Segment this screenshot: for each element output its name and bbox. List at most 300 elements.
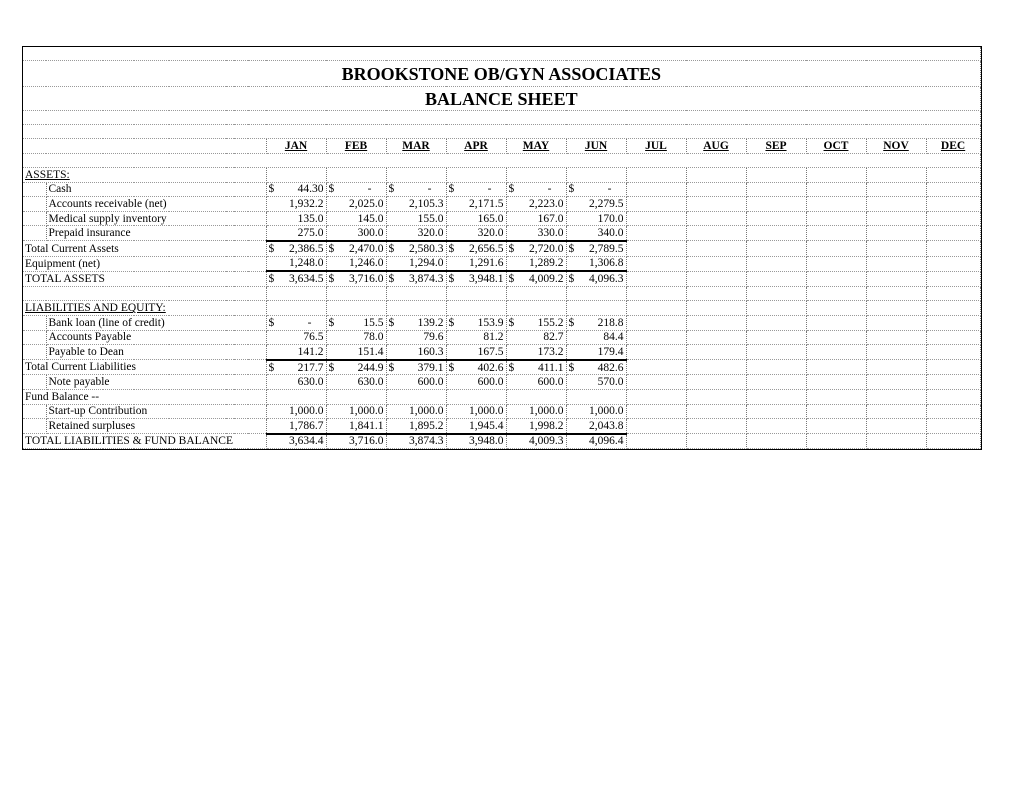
value-cell[interactable]	[686, 271, 746, 286]
value-cell[interactable]	[626, 301, 686, 316]
value-cell[interactable]	[686, 256, 746, 271]
row-label[interactable]: Retained surpluses	[46, 419, 266, 434]
currency-symbol: $	[568, 183, 575, 196]
value-cell[interactable]	[926, 226, 980, 241]
value-cell[interactable]	[386, 301, 446, 316]
value-cell[interactable]	[806, 182, 866, 197]
value-cell[interactable]	[806, 389, 866, 404]
value-cell[interactable]	[866, 345, 926, 360]
amount: 4,096.3	[589, 272, 624, 285]
value-cell[interactable]	[866, 404, 926, 419]
value-cell[interactable]	[806, 168, 866, 183]
value-cell[interactable]	[686, 182, 746, 197]
value-cell[interactable]	[746, 226, 806, 241]
value-cell[interactable]	[506, 360, 566, 375]
month-header-dec[interactable]: DEC	[926, 139, 980, 154]
value-cell[interactable]	[866, 241, 926, 256]
value-cell[interactable]	[926, 389, 980, 404]
value-cell[interactable]	[866, 197, 926, 212]
value-cell[interactable]	[746, 182, 806, 197]
value-cell[interactable]	[626, 241, 686, 256]
value-cell[interactable]	[926, 182, 980, 197]
value-cell[interactable]	[566, 226, 626, 241]
value-cell[interactable]	[626, 330, 686, 345]
row-label[interactable]: Bank loan (line of credit)	[46, 315, 266, 330]
value-cell[interactable]	[266, 271, 326, 286]
amount: 1,000.0	[349, 405, 384, 418]
value-cell[interactable]	[806, 271, 866, 286]
row-label[interactable]: Medical supply inventory	[46, 211, 266, 226]
value-cell[interactable]	[626, 419, 686, 434]
value-cell[interactable]	[926, 330, 980, 345]
value-cell[interactable]	[326, 434, 386, 449]
value-cell[interactable]	[506, 286, 566, 301]
value-cell[interactable]	[266, 211, 326, 226]
amount: 2,105.3	[409, 197, 444, 210]
currency-symbol: $	[568, 272, 575, 285]
value-cell[interactable]	[326, 389, 386, 404]
value-cell[interactable]	[446, 360, 506, 375]
value-cell[interactable]	[746, 211, 806, 226]
value-cell[interactable]	[686, 226, 746, 241]
value-cell[interactable]	[566, 211, 626, 226]
value-cell[interactable]	[326, 360, 386, 375]
value-cell[interactable]	[326, 315, 386, 330]
value-cell[interactable]	[746, 241, 806, 256]
value-cell[interactable]	[866, 375, 926, 390]
row-label[interactable]: Note payable	[46, 375, 266, 390]
value-cell[interactable]	[626, 315, 686, 330]
value-cell[interactable]	[506, 301, 566, 316]
value-cell[interactable]	[806, 434, 866, 449]
value-cell[interactable]	[806, 419, 866, 434]
value-cell[interactable]	[686, 168, 746, 183]
value-cell[interactable]	[326, 271, 386, 286]
value-cell[interactable]	[386, 360, 446, 375]
currency-symbol: $	[268, 272, 275, 285]
value-cell[interactable]	[266, 168, 326, 183]
amount: 340.0	[597, 227, 624, 240]
value-cell[interactable]	[566, 345, 626, 360]
value-cell[interactable]	[746, 345, 806, 360]
value-cell[interactable]	[626, 256, 686, 271]
value-cell[interactable]	[566, 286, 626, 301]
value-cell[interactable]	[566, 197, 626, 212]
value-cell[interactable]	[386, 389, 446, 404]
currency-symbol: $	[448, 242, 455, 255]
value-cell[interactable]	[326, 286, 386, 301]
value-cell[interactable]	[386, 241, 446, 256]
value-cell[interactable]	[626, 434, 686, 449]
value-cell[interactable]	[506, 197, 566, 212]
value-cell[interactable]	[806, 330, 866, 345]
amount: 1,000.0	[409, 405, 444, 418]
value-cell[interactable]	[806, 256, 866, 271]
value-cell[interactable]	[566, 419, 626, 434]
value-cell[interactable]	[686, 404, 746, 419]
value-cell[interactable]	[806, 360, 866, 375]
value-cell[interactable]	[506, 241, 566, 256]
value-cell[interactable]	[506, 315, 566, 330]
row-label[interactable]: TOTAL ASSETS	[23, 271, 266, 286]
table-row	[23, 286, 980, 301]
value-cell[interactable]	[326, 256, 386, 271]
value-cell[interactable]	[386, 256, 446, 271]
value-cell[interactable]	[266, 197, 326, 212]
value-cell[interactable]	[806, 301, 866, 316]
value-cell[interactable]	[926, 345, 980, 360]
value-cell[interactable]	[686, 241, 746, 256]
value-cell[interactable]	[266, 434, 326, 449]
value-cell[interactable]	[566, 241, 626, 256]
value-cell[interactable]	[866, 315, 926, 330]
value-cell[interactable]	[566, 182, 626, 197]
row-label[interactable]	[23, 286, 266, 301]
month-header-jan[interactable]: JAN	[266, 139, 326, 154]
value-cell[interactable]	[926, 168, 980, 183]
value-cell[interactable]	[326, 168, 386, 183]
row-label[interactable]: Accounts Payable	[46, 330, 266, 345]
row-label[interactable]: Cash	[46, 182, 266, 197]
value-cell[interactable]	[266, 375, 326, 390]
value-cell[interactable]	[266, 389, 326, 404]
row-label[interactable]: Equipment (net)	[23, 256, 266, 271]
value-cell[interactable]	[926, 241, 980, 256]
amount: 1,000.0	[589, 405, 624, 418]
amount: 3,716.0	[349, 272, 384, 285]
value-cell[interactable]	[266, 315, 326, 330]
value-cell[interactable]	[566, 389, 626, 404]
value-cell[interactable]	[626, 271, 686, 286]
value-cell[interactable]	[506, 330, 566, 345]
amount: -	[307, 316, 312, 329]
value-cell[interactable]	[386, 182, 446, 197]
amount: 482.6	[597, 361, 624, 374]
value-cell[interactable]	[506, 345, 566, 360]
month-header-jul[interactable]: JUL	[626, 139, 686, 154]
sheet-subtitle: BALANCE SHEET	[23, 87, 980, 111]
value-cell[interactable]	[866, 168, 926, 183]
value-cell[interactable]	[326, 226, 386, 241]
value-cell[interactable]	[506, 389, 566, 404]
amount: 1,786.7	[289, 419, 324, 432]
value-cell[interactable]	[926, 419, 980, 434]
value-cell[interactable]	[266, 345, 326, 360]
value-cell[interactable]	[446, 256, 506, 271]
row-label[interactable]: ASSETS:	[23, 168, 266, 183]
table-row	[23, 345, 980, 360]
value-cell[interactable]	[746, 197, 806, 212]
value-cell[interactable]	[326, 345, 386, 360]
value-cell[interactable]	[866, 389, 926, 404]
value-cell[interactable]	[326, 182, 386, 197]
value-cell[interactable]	[626, 345, 686, 360]
balance-sheet	[22, 46, 982, 450]
value-cell[interactable]	[566, 434, 626, 449]
row-label[interactable]: Total Current Assets	[23, 241, 266, 256]
value-cell[interactable]	[626, 286, 686, 301]
value-cell[interactable]	[866, 419, 926, 434]
value-cell[interactable]	[866, 271, 926, 286]
value-cell[interactable]	[866, 286, 926, 301]
value-cell[interactable]	[686, 389, 746, 404]
value-cell[interactable]	[506, 256, 566, 271]
value-cell[interactable]	[326, 241, 386, 256]
value-cell[interactable]	[926, 360, 980, 375]
row-label[interactable]: LIABILITIES AND EQUITY:	[23, 301, 266, 316]
value-cell[interactable]	[386, 211, 446, 226]
value-cell[interactable]	[686, 211, 746, 226]
currency-symbol: $	[268, 183, 275, 196]
value-cell[interactable]	[446, 197, 506, 212]
amount: 411.1	[538, 361, 564, 374]
value-cell[interactable]	[866, 182, 926, 197]
value-cell[interactable]	[266, 360, 326, 375]
value-cell[interactable]	[806, 197, 866, 212]
value-cell[interactable]	[266, 301, 326, 316]
value-cell[interactable]	[746, 434, 806, 449]
value-cell[interactable]	[626, 226, 686, 241]
value-cell[interactable]	[326, 404, 386, 419]
value-cell[interactable]	[866, 226, 926, 241]
value-cell[interactable]	[926, 286, 980, 301]
value-cell[interactable]	[626, 182, 686, 197]
month-header-nov[interactable]: NOV	[866, 139, 926, 154]
value-cell[interactable]	[566, 360, 626, 375]
value-cell[interactable]	[446, 434, 506, 449]
value-cell[interactable]	[746, 389, 806, 404]
value-cell[interactable]	[506, 226, 566, 241]
value-cell[interactable]	[746, 315, 806, 330]
currency-symbol: $	[388, 361, 395, 374]
value-cell[interactable]	[686, 419, 746, 434]
value-cell[interactable]	[326, 330, 386, 345]
value-cell[interactable]	[686, 197, 746, 212]
value-cell[interactable]	[446, 301, 506, 316]
currency-symbol: $	[448, 361, 455, 374]
value-cell[interactable]	[926, 211, 980, 226]
value-cell[interactable]	[566, 271, 626, 286]
value-cell[interactable]	[446, 211, 506, 226]
value-cell[interactable]	[386, 271, 446, 286]
value-cell[interactable]	[806, 226, 866, 241]
value-cell[interactable]	[926, 315, 980, 330]
value-cell[interactable]	[686, 434, 746, 449]
amount: 244.9	[357, 361, 384, 374]
row-label[interactable]: TOTAL LIABILITIES & FUND BALANCE	[23, 434, 266, 449]
value-cell[interactable]	[626, 389, 686, 404]
value-cell[interactable]	[686, 301, 746, 316]
value-cell[interactable]	[386, 404, 446, 419]
value-cell[interactable]	[446, 182, 506, 197]
value-cell[interactable]	[326, 419, 386, 434]
blank-row	[23, 111, 980, 125]
value-cell[interactable]	[686, 375, 746, 390]
value-cell[interactable]	[266, 404, 326, 419]
value-cell[interactable]	[626, 211, 686, 226]
row-label[interactable]: Fund Balance --	[23, 389, 266, 404]
amount: 218.8	[597, 316, 624, 329]
value-cell[interactable]	[266, 256, 326, 271]
value-cell[interactable]	[746, 419, 806, 434]
amount: 1,246.0	[349, 257, 384, 270]
value-cell[interactable]	[446, 419, 506, 434]
value-cell[interactable]	[386, 226, 446, 241]
value-cell[interactable]	[926, 197, 980, 212]
value-cell[interactable]	[806, 286, 866, 301]
value-cell[interactable]	[446, 345, 506, 360]
value-cell[interactable]	[266, 330, 326, 345]
value-cell[interactable]	[686, 315, 746, 330]
value-cell[interactable]	[386, 419, 446, 434]
month-header-mar[interactable]: MAR	[386, 139, 446, 154]
value-cell[interactable]	[626, 168, 686, 183]
row-label[interactable]: Total Current Liabilities	[23, 360, 266, 375]
value-cell[interactable]	[806, 404, 866, 419]
value-cell[interactable]	[866, 211, 926, 226]
currency-symbol: $	[508, 183, 515, 196]
value-cell[interactable]	[386, 197, 446, 212]
value-cell[interactable]	[566, 301, 626, 316]
month-header-apr[interactable]: APR	[446, 139, 506, 154]
amount: 1,000.0	[529, 405, 564, 418]
value-cell[interactable]	[506, 271, 566, 286]
value-cell[interactable]	[446, 404, 506, 419]
table-row	[23, 315, 980, 330]
value-cell[interactable]	[446, 375, 506, 390]
value-cell[interactable]	[326, 197, 386, 212]
value-cell[interactable]	[746, 271, 806, 286]
value-cell[interactable]	[386, 286, 446, 301]
value-cell[interactable]	[566, 404, 626, 419]
value-cell[interactable]	[566, 256, 626, 271]
row-label[interactable]: Start-up Contribution	[46, 404, 266, 419]
value-cell[interactable]	[506, 211, 566, 226]
value-cell[interactable]	[926, 434, 980, 449]
value-cell[interactable]	[746, 301, 806, 316]
value-cell[interactable]	[626, 375, 686, 390]
month-header-jun[interactable]: JUN	[566, 139, 626, 154]
value-cell[interactable]	[506, 182, 566, 197]
value-cell[interactable]	[266, 226, 326, 241]
amount: 320.0	[417, 227, 444, 240]
value-cell[interactable]	[626, 197, 686, 212]
value-cell[interactable]	[386, 168, 446, 183]
currency-symbol: $	[268, 242, 275, 255]
value-cell[interactable]	[746, 375, 806, 390]
value-cell[interactable]	[926, 271, 980, 286]
value-cell[interactable]	[386, 434, 446, 449]
value-cell[interactable]	[866, 360, 926, 375]
month-header-may[interactable]: MAY	[506, 139, 566, 154]
table-row	[23, 226, 980, 241]
value-cell[interactable]	[566, 168, 626, 183]
subtitle-row	[23, 87, 980, 111]
value-cell[interactable]	[266, 241, 326, 256]
amount: 3,874.3	[409, 272, 444, 285]
value-cell[interactable]	[926, 404, 980, 419]
month-header-feb[interactable]: FEB	[326, 139, 386, 154]
value-cell[interactable]	[806, 241, 866, 256]
value-cell[interactable]	[326, 375, 386, 390]
value-cell[interactable]	[926, 375, 980, 390]
value-cell[interactable]	[626, 404, 686, 419]
value-cell[interactable]	[686, 286, 746, 301]
value-cell[interactable]	[806, 315, 866, 330]
value-cell[interactable]	[446, 226, 506, 241]
value-cell[interactable]	[866, 256, 926, 271]
table-row	[23, 419, 980, 434]
value-cell[interactable]	[386, 345, 446, 360]
month-header-sep[interactable]: SEP	[746, 139, 806, 154]
value-cell[interactable]	[806, 375, 866, 390]
row-label[interactable]: Prepaid insurance	[46, 226, 266, 241]
value-cell[interactable]	[506, 419, 566, 434]
row-label[interactable]: Payable to Dean	[46, 345, 266, 360]
value-cell[interactable]	[386, 375, 446, 390]
value-cell[interactable]	[566, 375, 626, 390]
value-cell[interactable]	[446, 286, 506, 301]
value-cell[interactable]	[386, 315, 446, 330]
value-cell[interactable]	[266, 182, 326, 197]
value-cell[interactable]	[506, 375, 566, 390]
value-cell[interactable]	[506, 168, 566, 183]
value-cell[interactable]	[506, 434, 566, 449]
value-cell[interactable]	[446, 271, 506, 286]
month-header-aug[interactable]: AUG	[686, 139, 746, 154]
value-cell[interactable]	[626, 360, 686, 375]
amount: 2,171.5	[469, 197, 504, 210]
currency-symbol: $	[568, 361, 575, 374]
value-cell[interactable]	[806, 211, 866, 226]
value-cell[interactable]	[386, 330, 446, 345]
value-cell[interactable]	[566, 330, 626, 345]
value-cell[interactable]	[506, 404, 566, 419]
value-cell[interactable]	[926, 256, 980, 271]
value-cell[interactable]	[446, 168, 506, 183]
value-cell[interactable]	[686, 330, 746, 345]
value-cell[interactable]	[926, 301, 980, 316]
row-label[interactable]: Accounts receivable (net)	[46, 197, 266, 212]
value-cell[interactable]	[446, 330, 506, 345]
value-cell[interactable]	[746, 404, 806, 419]
value-cell[interactable]	[746, 330, 806, 345]
amount: 1,998.2	[529, 419, 564, 432]
month-header-oct[interactable]: OCT	[806, 139, 866, 154]
value-cell[interactable]	[266, 286, 326, 301]
value-cell[interactable]	[866, 434, 926, 449]
value-cell[interactable]	[746, 168, 806, 183]
amount: 167.5	[477, 345, 504, 358]
value-cell[interactable]	[746, 256, 806, 271]
value-cell[interactable]	[866, 330, 926, 345]
value-cell[interactable]	[266, 419, 326, 434]
value-cell[interactable]	[806, 345, 866, 360]
amount: 160.3	[417, 345, 444, 358]
value-cell[interactable]	[446, 315, 506, 330]
amount: 145.0	[357, 212, 384, 225]
value-cell[interactable]	[326, 301, 386, 316]
value-cell[interactable]	[866, 301, 926, 316]
value-cell[interactable]	[446, 389, 506, 404]
value-cell[interactable]	[746, 286, 806, 301]
value-cell[interactable]	[446, 241, 506, 256]
value-cell[interactable]	[686, 360, 746, 375]
value-cell[interactable]	[686, 345, 746, 360]
value-cell[interactable]	[326, 211, 386, 226]
value-cell[interactable]	[566, 315, 626, 330]
value-cell[interactable]	[746, 360, 806, 375]
